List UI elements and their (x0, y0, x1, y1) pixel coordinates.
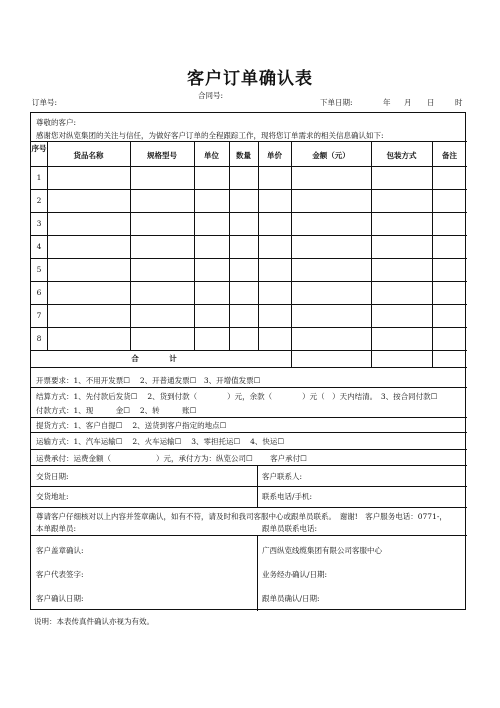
header-name: 货品名称 (73, 151, 104, 160)
delivery-time-label: 交货日期: (36, 472, 69, 481)
settlement-method: 结算方式：1、先付款后发货☐ 2、货到付款（ ）元，余款（ ）元（ ）天内结清。 3、按合同付款☐ (36, 392, 438, 401)
row-number: 6 (36, 288, 42, 297)
row-number: 2 (36, 196, 42, 205)
freight-payment: 运费承付：运费金额（ ）元，承付方为：纵览公司☐ 客户承付☐ (36, 454, 307, 463)
row-number: 3 (36, 219, 42, 228)
follower-label: 本单跟单员: (36, 524, 77, 533)
pickup-method: 提货方式：1、客户自提☐ 2、送货到客户指定的地点☐ (36, 421, 227, 430)
row-number: 5 (36, 265, 42, 274)
customer-seal-label: 客户盖章确认: (36, 546, 84, 555)
header-qty: 数量 (236, 151, 251, 160)
follower-contact-label: 跟单员联系电话: (262, 524, 318, 533)
contact-phone-label: 联系电话/手机: (262, 492, 313, 501)
transport-method: 运输方式：1、汽车运输☐ 2、火车运输☐ 3、零担托运☐ 4、快运☐ (36, 437, 285, 446)
greeting: 尊敬的客户: (36, 118, 77, 127)
date-hour: 时 (455, 98, 463, 107)
header-seq: 序号 (31, 144, 47, 153)
footnote: 说明：本表传真件确认亦视为有效。 (34, 617, 154, 626)
intro-text: 感谢您对纵览集团的关注与信任，为做好客户订单的全程跟踪工作，现将您订单需求的相关信息确认如下: (36, 131, 384, 140)
customer-contact-label: 客户联系人: (262, 472, 303, 481)
header-unit: 单位 (204, 151, 219, 160)
follower-confirm-label: 跟单员确认/日期: (262, 594, 320, 603)
date-year: 年 (383, 98, 391, 107)
date-day: 日 (427, 98, 435, 107)
delivery-address-label: 交货地址: (36, 492, 69, 501)
confirmation-notice: 尊请客户仔细核对以上内容并签章确认，如有不符，请及时和我司客服中心或跟单员联系。 谢谢! 客户服务电话：0771-， (36, 512, 447, 521)
header-spec: 规格型号 (147, 151, 177, 160)
row-number: 7 (36, 311, 42, 320)
header-pack: 包装方式 (386, 151, 417, 160)
customer-confirm-date-label: 客户确认日期: (36, 594, 84, 603)
header-price: 单价 (267, 151, 282, 160)
order-no-label: 订单号: (32, 98, 58, 107)
business-confirm-label: 业务经办确认/日期: (262, 570, 328, 579)
company-service-center: 广西纵览线缆集团有限公司客服中心 (262, 546, 382, 555)
total-label: 合 计 (131, 354, 191, 363)
invoice-requirement: 开票要求：1、不用开发票☐ 2、开普通发票☐ 3、开增值发票☐ (36, 376, 261, 385)
order-date-label: 下单日期: (320, 98, 353, 107)
page-title: 客户订单确认表 (187, 69, 313, 89)
row-number: 1 (36, 173, 42, 182)
header-note: 备注 (442, 151, 457, 160)
customer-rep-label: 客户代表签字: (36, 570, 84, 579)
date-month: 月 (404, 98, 412, 107)
contract-no-label: 合同号: (198, 91, 224, 100)
header-amount: 金额（元） (312, 151, 350, 160)
order-form (30, 112, 466, 610)
row-number: 4 (36, 242, 42, 251)
payment-method: 付款方式：1、现 金☐ 2、转 账☐ (36, 406, 197, 415)
row-number: 8 (36, 334, 42, 343)
